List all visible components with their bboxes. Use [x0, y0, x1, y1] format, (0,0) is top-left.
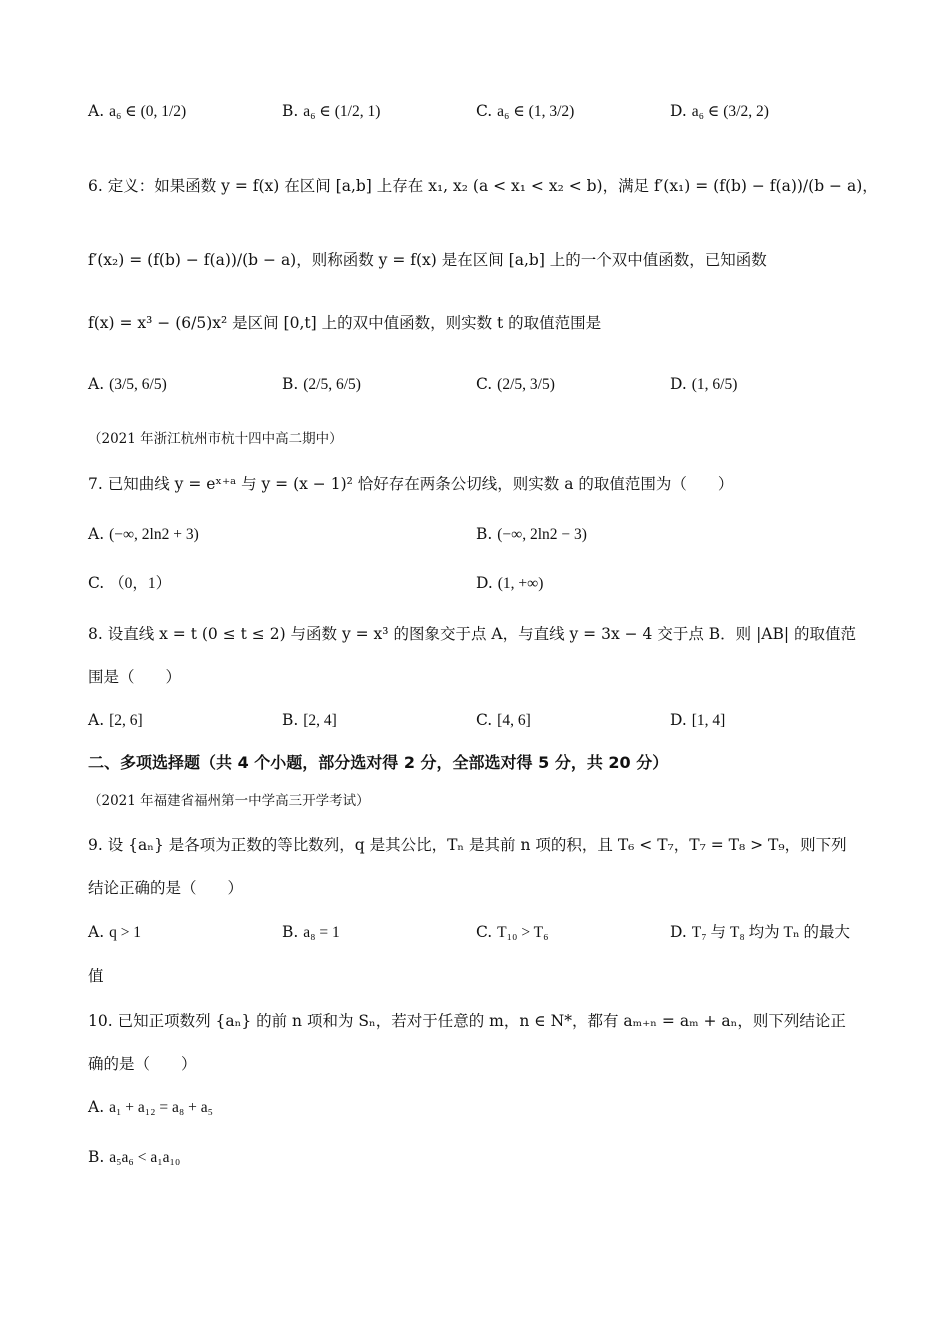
- option-label: C.: [476, 375, 493, 393]
- option-math: (3/5, 6/5): [109, 376, 167, 393]
- q5-option-c: [476, 100, 574, 123]
- q9-option-d: [670, 921, 850, 944]
- option-label: D.: [670, 711, 687, 729]
- option-math: a₁ + a₁₂ = a₈ + a₅: [109, 1099, 214, 1116]
- option-math: (−∞, 2ln2 − 3): [497, 526, 587, 543]
- q9-line-2: 结论正确的是（ ）: [88, 879, 244, 897]
- option-math: a₆ ∈ (1/2, 1): [303, 103, 381, 120]
- q6-line-2: f′(x₂) = (f(b) − f(a))/(b − a)，则称函数 y = f(x) 是在区间 [a,b] 上的一个双中值函数，已知函数: [88, 251, 767, 269]
- section-heading-multiple-choice: 二、多项选择题（共 4 个小题，部分选对得 2 分，全部选对得 5 分，共 20 分）: [88, 753, 669, 772]
- option-label: B.: [282, 102, 299, 120]
- option-label: A.: [88, 711, 105, 729]
- option-label: A.: [88, 375, 105, 393]
- source-note-q7: （2021 年浙江杭州市杭十四中高二期中）: [88, 431, 343, 447]
- q8-option-a: [88, 709, 143, 732]
- q10-line-2: 确的是（ ）: [88, 1055, 197, 1073]
- q6-option-b: [282, 373, 361, 396]
- option-label: D.: [670, 375, 687, 393]
- q9-option-b: [282, 921, 340, 944]
- option-math: a₆ ∈ (1, 3/2): [497, 103, 575, 120]
- option-math: a₆ ∈ (3/2, 2): [691, 103, 769, 120]
- option-label: C.: [476, 923, 493, 941]
- q7-stem: 7. 已知曲线 y = eˣ⁺ᵃ 与 y = (x − 1)² 恰好存在两条公切线，则实数 a 的取值范围为（ ）: [88, 475, 734, 493]
- q5-option-d: [670, 100, 769, 123]
- q6-line-3: f(x) = x³ − (6/5)x² 是区间 [0,t] 上的双中值函数，则实数 t 的取值范围是: [88, 314, 602, 332]
- q8-line-1: 8. 设直线 x = t (0 ≤ t ≤ 2) 与函数 y = x³ 的图象交于点 A，与直线 y = 3x − 4 交于点 B．则 |AB| 的取值范: [88, 625, 857, 643]
- option-label: A.: [88, 923, 105, 941]
- option-label: B.: [476, 525, 493, 543]
- q5-option-a: [88, 100, 186, 123]
- source-note-q9: （2021 年福建省福州第一中学高三开学考试）: [88, 793, 370, 809]
- q9-option-a: [88, 921, 141, 944]
- q6-option-d: [670, 373, 737, 396]
- q10-line-1: 10. 已知正项数列 {aₙ} 的前 n 项和为 Sₙ，若对于任意的 m，n ∈ N*，都有 aₘ₊ₙ = aₘ + aₙ，则下列结论正: [88, 1012, 846, 1030]
- option-label: C.: [476, 711, 493, 729]
- q10-option-b: [88, 1146, 180, 1169]
- option-math: [1, 4]: [691, 712, 726, 729]
- option-math: (1, +∞): [497, 575, 544, 592]
- option-label: B.: [282, 375, 299, 393]
- q6-option-c: [476, 373, 555, 396]
- q6-line-1: 6. 定义：如果函数 y = f(x) 在区间 [a,b] 上存在 x₁, x₂ (a < x₁ < x₂ < b)，满足 f′(x₁) = (f(b) − f(a))/(b − a)，: [88, 177, 878, 195]
- q8-option-d: [670, 709, 725, 732]
- option-math: a₈ = 1: [303, 924, 340, 941]
- option-label: D.: [670, 102, 687, 120]
- option-label: B.: [282, 711, 299, 729]
- option-label: A.: [88, 102, 105, 120]
- option-math: a₆ ∈ (0, 1/2): [109, 103, 187, 120]
- q8-option-c: [476, 709, 531, 732]
- option-math: （0，1）: [109, 575, 172, 592]
- q9-option-c: [476, 921, 549, 944]
- option-math: a₅a₆ < a₁a₁₀: [109, 1149, 181, 1166]
- q10-option-a: [88, 1096, 213, 1119]
- option-label: B.: [282, 923, 299, 941]
- option-label: C.: [88, 574, 105, 592]
- q7-option-d: [476, 572, 543, 595]
- option-math: (2/5, 6/5): [303, 376, 361, 393]
- q8-line-2: 围是（ ）: [88, 668, 182, 686]
- q7-option-b: [476, 523, 587, 546]
- option-math: [4, 6]: [497, 712, 531, 729]
- option-label: D.: [670, 923, 687, 941]
- option-label: C.: [476, 102, 493, 120]
- option-math: [2, 4]: [303, 712, 337, 729]
- option-math: [2, 6]: [109, 712, 143, 729]
- option-math: (2/5, 3/5): [497, 376, 555, 393]
- q8-option-b: [282, 709, 337, 732]
- option-math: (1, 6/5): [691, 376, 738, 393]
- q9-line-1: 9. 设 {aₙ} 是各项为正数的等比数列，q 是其公比，Tₙ 是其前 n 项的积，且 T₆ < T₇，T₇ = T₈ > T₉，则下列: [88, 836, 847, 854]
- option-math: (−∞, 2ln2 + 3): [109, 526, 199, 543]
- q9-option-d-continuation: 值: [88, 967, 104, 985]
- option-math: T₁₀ > T₆: [497, 924, 549, 941]
- option-math: q > 1: [109, 924, 142, 941]
- option-label: D.: [476, 574, 493, 592]
- q5-option-b: [282, 100, 380, 123]
- q6-option-a: [88, 373, 167, 396]
- q7-option-c: [88, 572, 171, 595]
- option-math: T₇ 与 T₈ 均为 Tₙ 的最大: [691, 924, 851, 941]
- q7-option-a: [88, 523, 199, 546]
- option-label: B.: [88, 1148, 105, 1166]
- option-label: A.: [88, 1098, 105, 1116]
- option-label: A.: [88, 525, 105, 543]
